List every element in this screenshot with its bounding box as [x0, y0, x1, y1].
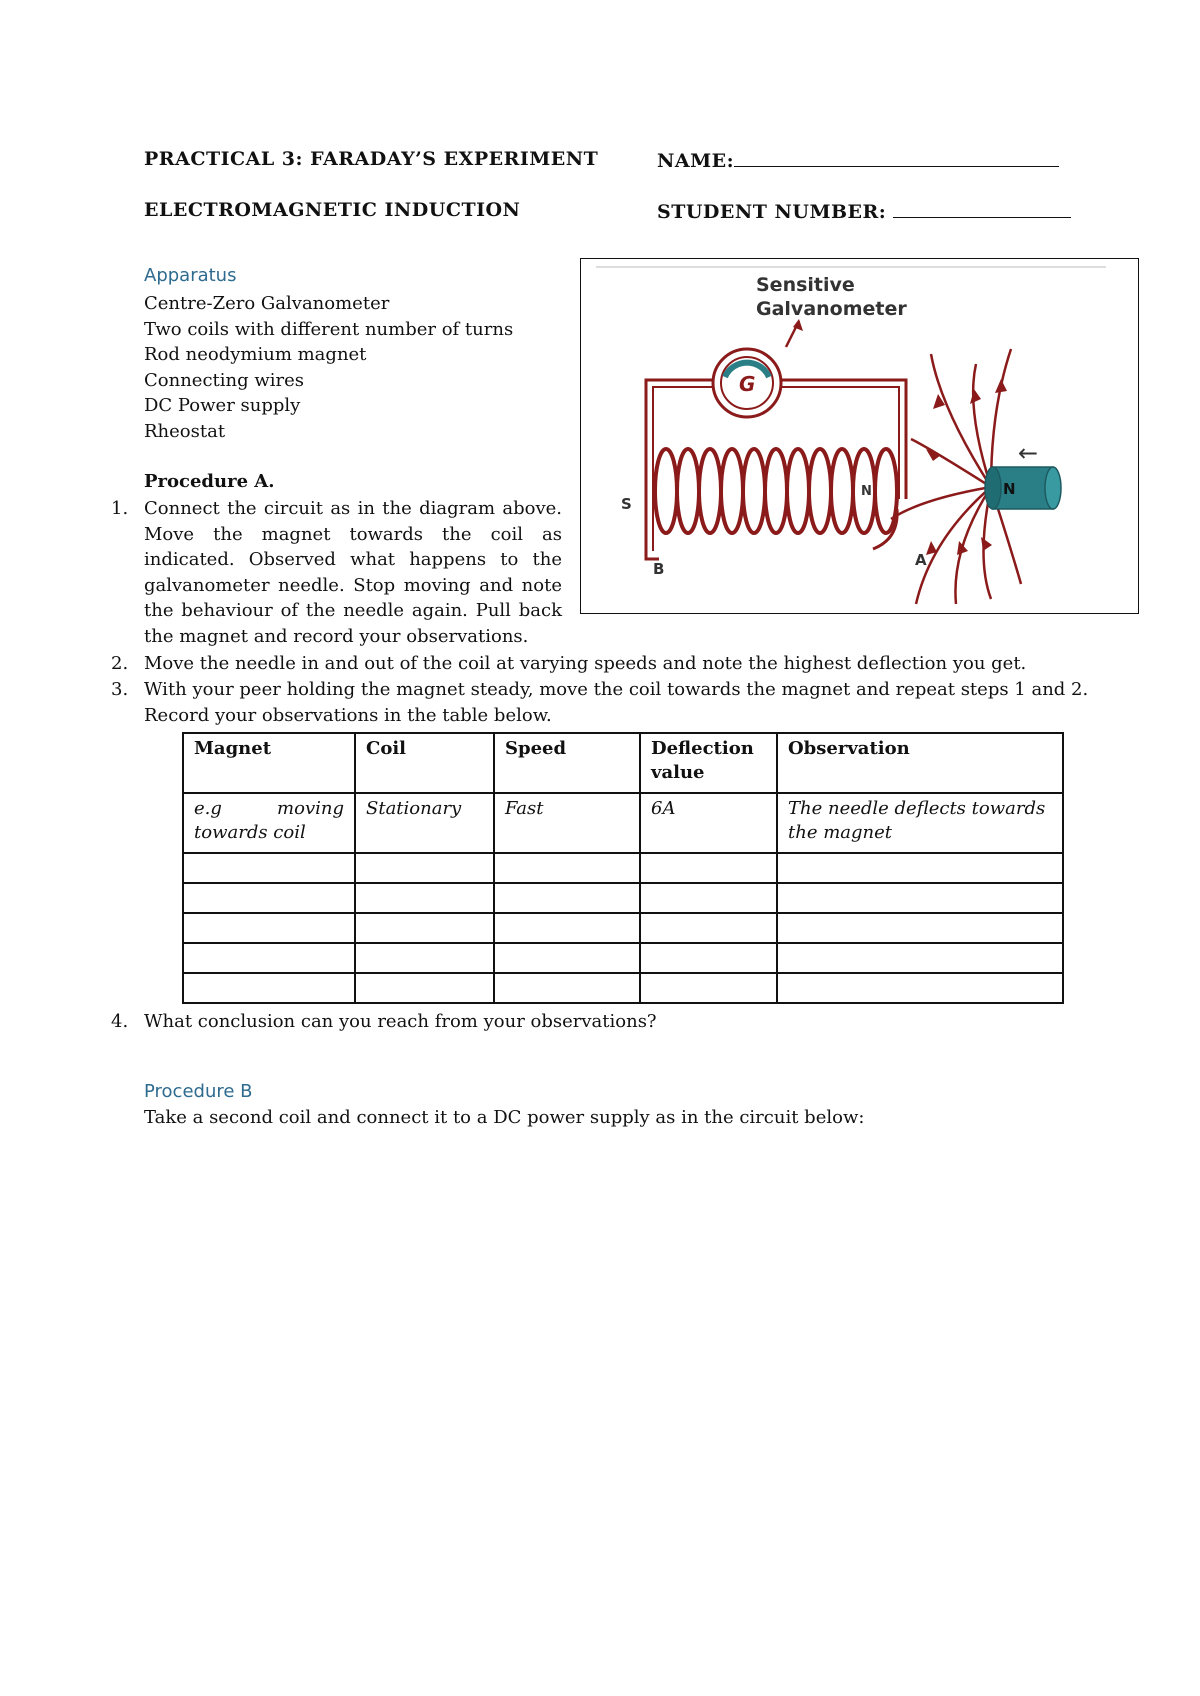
header-deflection: Deflection value: [640, 733, 777, 793]
left-wire-inner: [653, 387, 717, 551]
apparatus-item: Rheostat: [144, 420, 226, 442]
blank-cell[interactable]: [494, 943, 640, 973]
procedure-step-3: [111, 677, 1089, 703]
observations-table: [182, 732, 1064, 1004]
coil-end-s: S: [621, 495, 632, 513]
table-row-example: [183, 793, 1063, 853]
bar-magnet: [985, 467, 1061, 509]
blank-cell[interactable]: [777, 883, 1063, 913]
table-row: [183, 943, 1063, 973]
blank-cell[interactable]: [494, 883, 640, 913]
student-number-field: [657, 199, 1071, 223]
blank-cell[interactable]: [640, 853, 777, 883]
step-number: 2.: [111, 653, 129, 674]
table-row: [183, 973, 1063, 1003]
header-speed: Speed: [494, 733, 640, 793]
blank-cell[interactable]: [183, 883, 355, 913]
blank-cell[interactable]: [777, 973, 1063, 1003]
name-blank-line[interactable]: [734, 148, 1059, 167]
student-number-label: STUDENT NUMBER:: [657, 201, 887, 223]
step-number: 1.: [111, 498, 129, 519]
blank-cell[interactable]: [640, 913, 777, 943]
cell-coil: Stationary: [355, 793, 494, 853]
step-text: With your peer holding the magnet steady, move the coil towards the magnet and repeat steps 1 and 2.: [144, 679, 1089, 700]
blank-cell[interactable]: [777, 913, 1063, 943]
diagram-label-line2: Galvanometer: [756, 298, 907, 320]
apparatus-item: Centre-Zero Galvanometer: [144, 293, 390, 314]
procedure-b-heading: Procedure B: [144, 1081, 253, 1102]
step-number: 3.: [111, 679, 129, 700]
motion-arrow: ←: [1018, 439, 1039, 467]
apparatus-list: [144, 291, 584, 444]
step-text: Connect the circuit as in the diagram above. Move the magnet towards the coil as indicated. Observed what happens to the galvanometer needle. Stop moving and note the behaviour of the needle again. Pull back the magnet and record your observations.: [144, 498, 562, 647]
blank-cell[interactable]: [183, 943, 355, 973]
header-magnet: Magnet: [183, 733, 355, 793]
procedure-step-1: [111, 496, 562, 649]
diagram-label-line1: Sensitive: [756, 274, 855, 296]
blank-cell[interactable]: [640, 883, 777, 913]
blank-cell[interactable]: [494, 973, 640, 1003]
blank-cell[interactable]: [640, 943, 777, 973]
table-row: [183, 913, 1063, 943]
header-observation: Observation: [777, 733, 1063, 793]
apparatus-item: Two coils with different number of turns: [144, 318, 514, 340]
apparatus-item: DC Power supply: [144, 395, 301, 416]
procedure-step-4: [111, 1009, 1044, 1035]
name-label: NAME:: [657, 150, 735, 172]
blank-cell[interactable]: [355, 973, 494, 1003]
cell-observation: The needle deflects towards the magnet: [777, 793, 1063, 853]
procedure-step-3-record: [144, 703, 1074, 729]
coil-end-n: N: [861, 484, 872, 499]
practical-title: PRACTICAL 3: FARADAY’S EXPERIMENT: [144, 148, 599, 170]
blank-cell[interactable]: [355, 883, 494, 913]
cell-speed: Fast: [494, 793, 640, 853]
point-a: A: [915, 551, 927, 569]
diagram-svg: [581, 259, 1138, 613]
galvanometer-diagram: [580, 258, 1139, 614]
apparatus-heading: Apparatus: [144, 265, 237, 286]
right-wire: [781, 380, 906, 499]
galvanometer-letter: G: [739, 372, 756, 396]
blank-cell[interactable]: [494, 913, 640, 943]
blank-cell[interactable]: [777, 943, 1063, 973]
magnet-pole: N: [1003, 480, 1016, 498]
blank-cell[interactable]: [640, 973, 777, 1003]
cell-magnet: e.g moving towards coil: [183, 793, 355, 853]
procedure-step-2: [111, 651, 1074, 677]
practical-subtitle: ELECTROMAGNETIC INDUCTION: [144, 199, 521, 221]
blank-cell[interactable]: [183, 913, 355, 943]
apparatus-item: Rod neodymium magnet: [144, 344, 367, 365]
right-wire-inner: [777, 387, 899, 499]
student-number-blank-line[interactable]: [893, 199, 1071, 218]
step-text: Record your observations in the table below.: [144, 705, 552, 726]
blank-cell[interactable]: [183, 973, 355, 1003]
step-number: 4.: [111, 1011, 129, 1032]
blank-cell[interactable]: [355, 913, 494, 943]
table-row: [183, 883, 1063, 913]
blank-cell[interactable]: [355, 943, 494, 973]
apparatus-item: Connecting wires: [144, 369, 305, 391]
blank-cell[interactable]: [355, 853, 494, 883]
step-text: What conclusion can you reach from your observations?: [144, 1011, 657, 1032]
table-row: [183, 853, 1063, 883]
point-b: B: [653, 560, 665, 578]
blank-cell[interactable]: [777, 853, 1063, 883]
procedure-a-heading: Procedure A.: [144, 471, 275, 492]
blank-cell[interactable]: [183, 853, 355, 883]
blank-cell[interactable]: [494, 853, 640, 883]
table-header-row: [183, 733, 1063, 793]
name-field: [657, 148, 1059, 172]
cell-deflection: 6A: [640, 793, 777, 853]
procedure-b-text: Take a second coil and connect it to a DC power supply as in the circuit below:: [144, 1107, 865, 1128]
step-text: Move the needle in and out of the coil at varying speeds and note the highest deflection you get.: [144, 653, 1027, 674]
header-coil: Coil: [355, 733, 494, 793]
